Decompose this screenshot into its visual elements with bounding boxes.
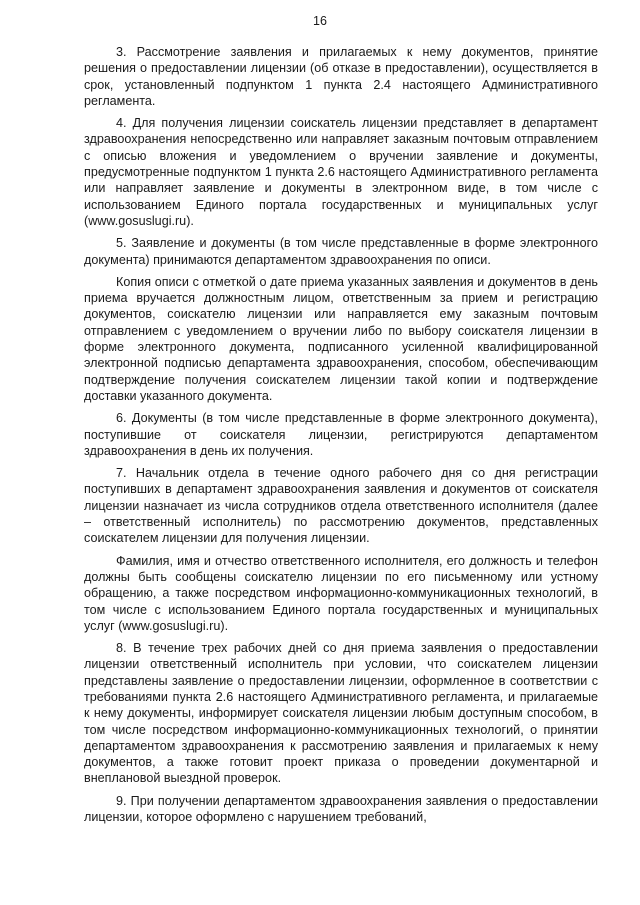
paragraph-item-6: 6. Документы (в том числе представленные в форме электронного документа), поступившие от соискателя лицензии, регистрируются департаментом здравоохранения в день их получения. [84, 411, 598, 458]
paragraph-item-9: 9. При получении департаментом здравоохранения заявления о предоставлении лицензии, которое оформлено с нарушением требований, [84, 793, 598, 825]
paragraph-item-3: 3. Рассмотрение заявления и прилагаемых к нему документов, принятие решения о предоставлении лицензии (об отказе в предоставлении), осуществляется в срок, установленный подпунктом 1 пункта 2.4 настоящего Административного регламента. [84, 45, 598, 108]
document-body [84, 44, 598, 831]
page-number: 16 [313, 14, 327, 28]
paragraph-item-8: 8. В течение трех рабочих дней со дня приема заявления о предоставлении лицензии ответственный исполнитель при условии, что соискателем лицензии представлены заявление о предоставлении лицензии, оформленное в соответствии с требованиями пункта 2.6 настоящего Административного регламента, и прилагаемые к нему документы, информирует соискателя лицензии любым доступным способом, в том числе посредством информационно-коммуникационных технологий, о принятии департаментом здравоохранения к рассмотрению заявления и прилагаемых к нему документов, а также готовит проект приказа о проведении документарной и внеплановой выездной проверок. [84, 641, 598, 786]
paragraph-executor-contacts: Фамилия, имя и отчество ответственного исполнителя, его должность и телефон должны быть сообщены соискателю лицензии по его письменному или устному обращению, а также посредством информационно-коммуникационных технологий, в том числе с использованием Единого портала государственных и муниципальных услуг (www.gosuslugi.ru). [84, 553, 598, 633]
paragraph-item-4: 4. Для получения лицензии соискатель лицензии представляет в департамент здравоохранения непосредственно или направляет заказным почтовым отправлением с описью вложения и уведомлением о вручении заявление и документы, предусмотренные подпунктом 1 пункта 2.6 настоящего Административного регламента или направляет заявление и документы в электронном виде, в том числе с использованием Единого портала государственных и муниципальных услуг (www.gosuslugi.ru). [84, 116, 598, 228]
paragraph-copy-of-inventory: Копия описи с отметкой о дате приема указанных заявления и документов в день приема вручается должностным лицом, ответственным за прием и регистрацию документов, соискателю лицензии или направляется ему заказным почтовым отправлением с уведомлением о вручении либо по выбору соискателя лицензии в форме электронного документа, подписанного усиленной квалифицированной электронной подписью департамента здравоохранения, способом, обеспечивающим подтверждение получения соискателем лицензии такой копии и подтверждение доставки указанного документа. [84, 274, 598, 403]
paragraph-item-5: 5. Заявление и документы (в том числе представленные в форме электронного документа) принимаются департаментом здравоохранения по описи. [84, 236, 598, 267]
paragraph-item-7: 7. Начальник отдела в течение одного рабочего дня со дня регистрации поступивших в департамент здравоохранения заявления и документов от соискателя лицензии назначает из числа сотрудников отдела ответственного исполнителя (далее – ответственный исполнитель) по рассмотрению документов, представленных соискателем лицензии для получения лицензии. [84, 466, 598, 546]
